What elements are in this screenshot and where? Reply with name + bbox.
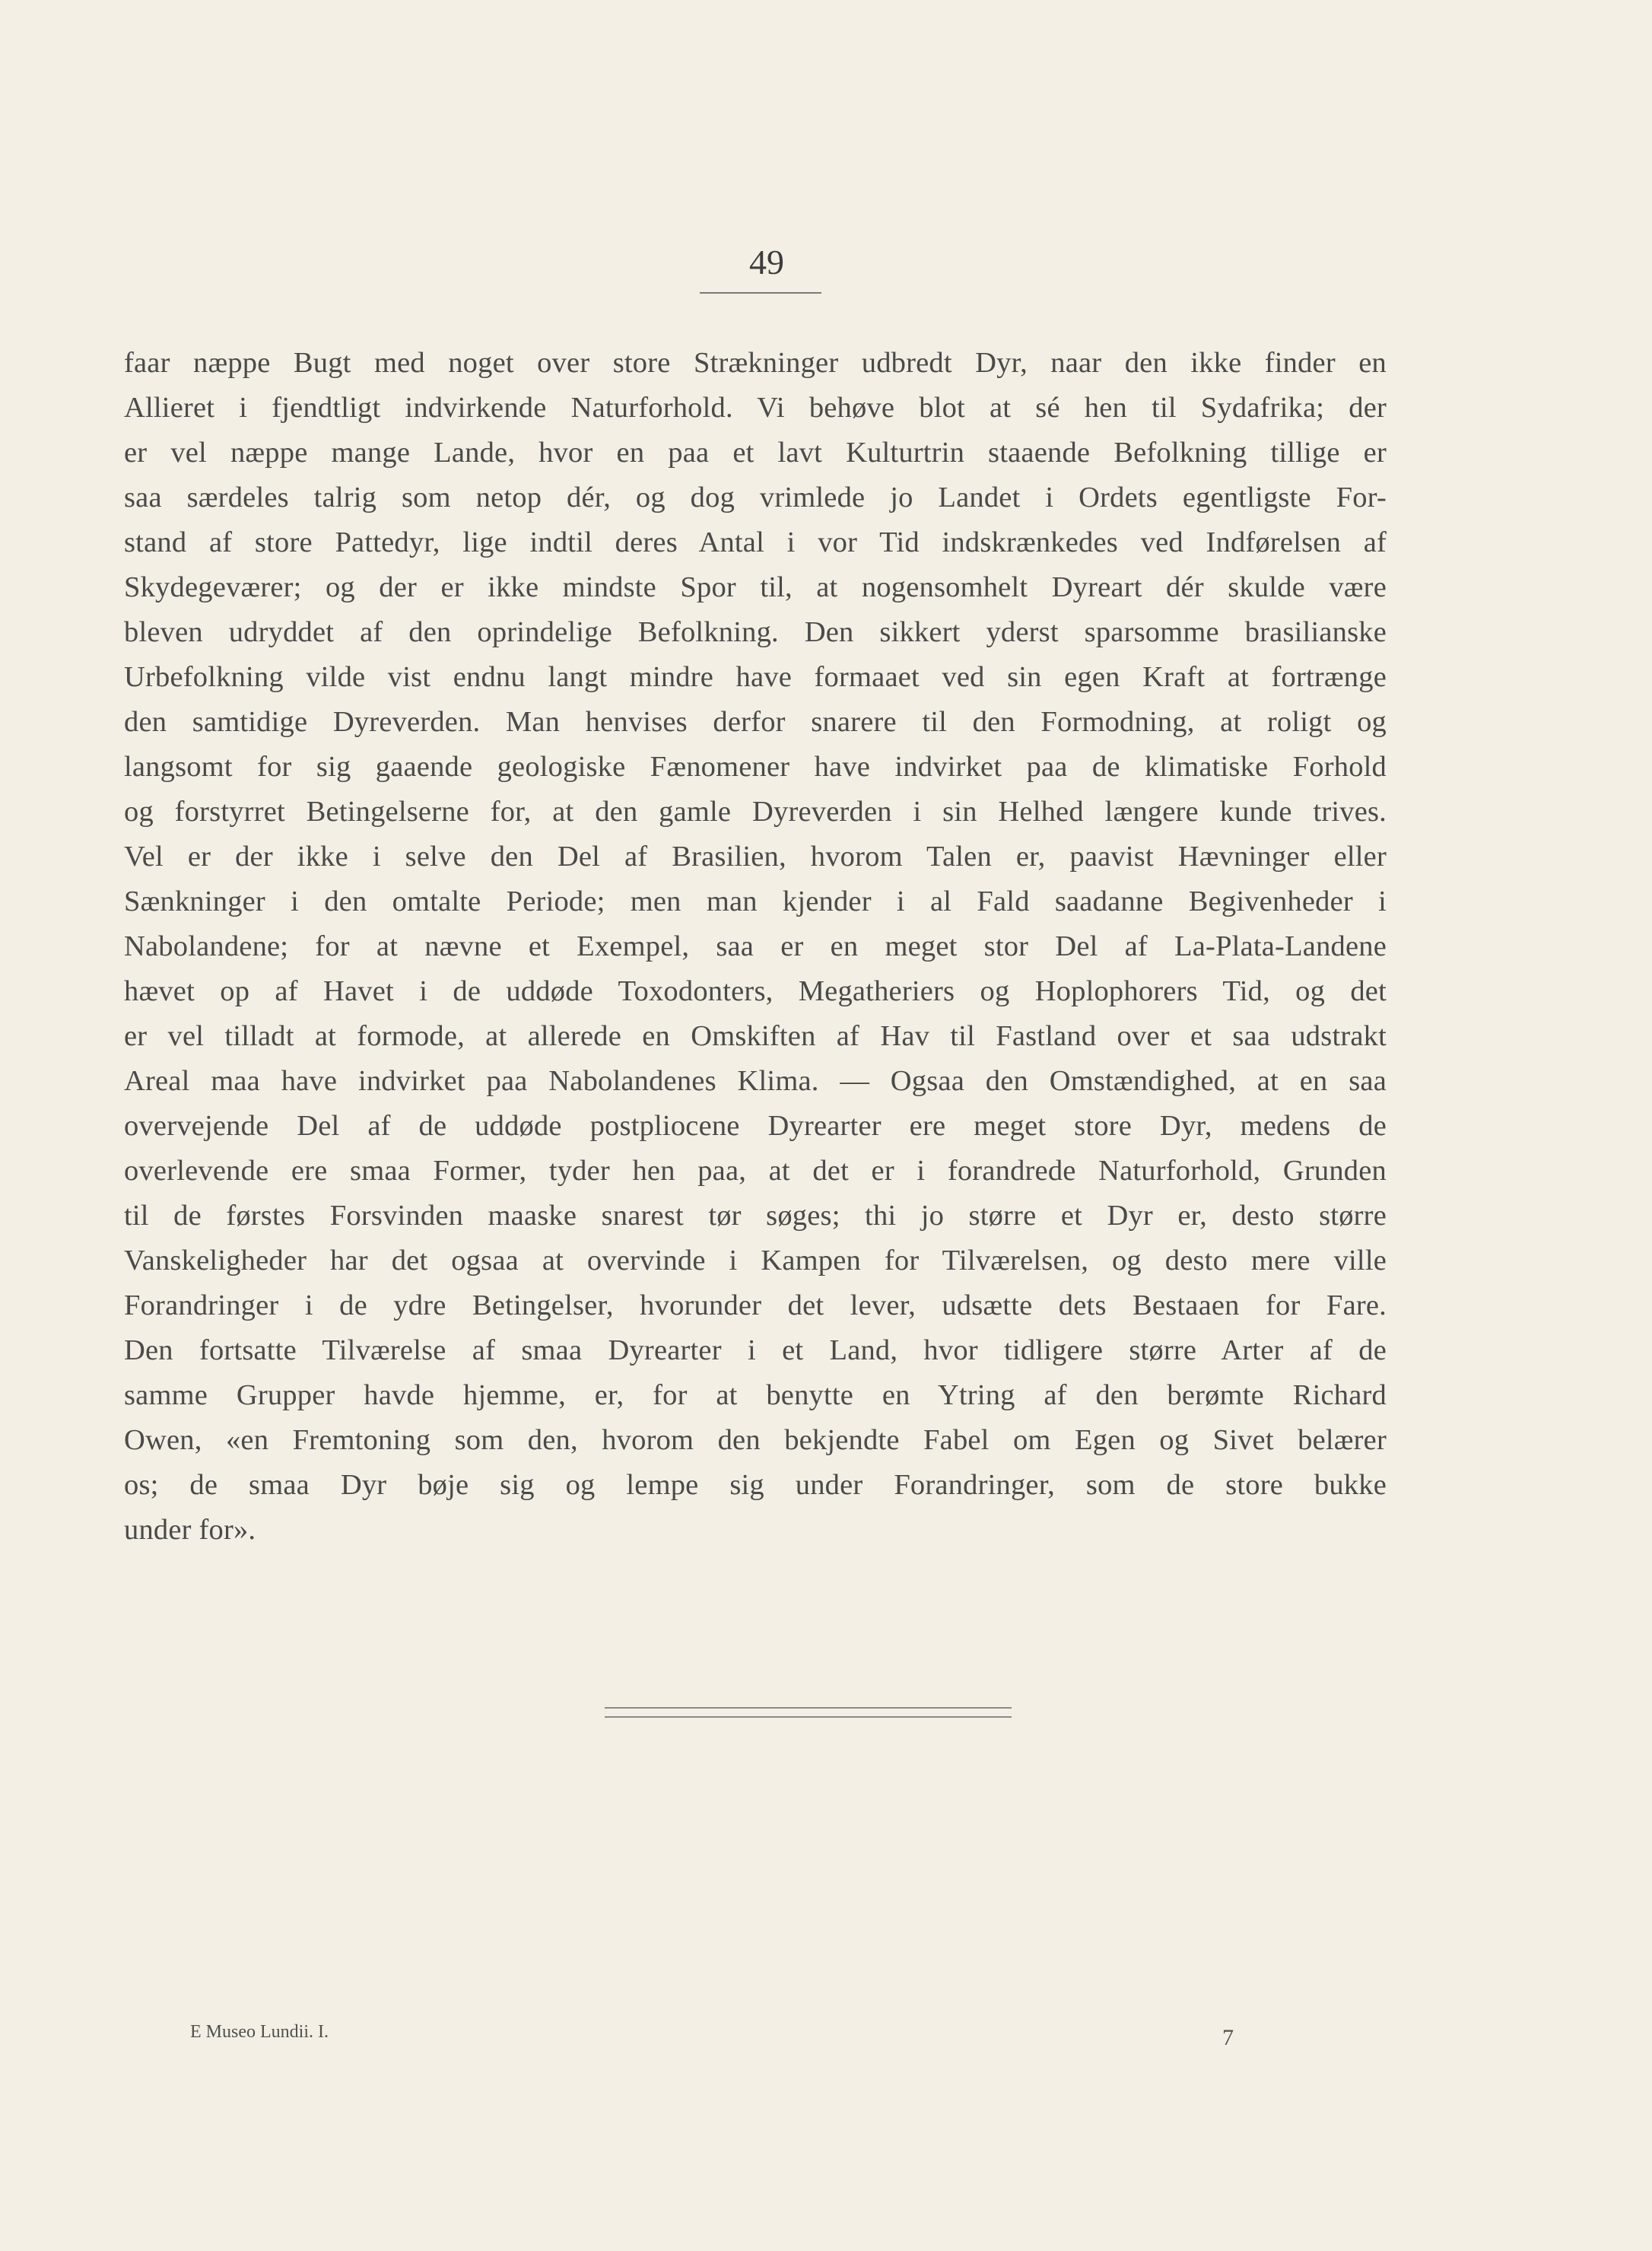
text-line: overvejende Del af de uddøde postpliocene Dyrearter ere meget store Dyr, medens de xyxy=(124,1110,1387,1142)
text-line: samme Grupper havde hjemme, er, for at benytte en Ytring af den berømte Richard xyxy=(124,1379,1387,1411)
text-line: Allieret i fjendtligt indvirkende Naturforhold. Vi behøve blot at sé hen til Sydafrika; der xyxy=(124,392,1387,424)
footer-signature: E Museo Lundii. I. xyxy=(190,2022,329,2042)
text-line: os; de smaa Dyr bøje sig og lempe sig under Forandringer, som de store bukke xyxy=(124,1469,1387,1501)
text-line: Nabolandene; for at nævne et Exempel, saa er en meget stor Del af La-Plata-Landene xyxy=(124,930,1387,962)
text-line: Sænkninger i den omtalte Periode; men man kjender i al Fald saadanne Begivenheder i xyxy=(124,885,1387,917)
section-end-double-rule xyxy=(605,1707,1012,1718)
text-line: er vel tilladt at formode, at allerede en Omskiften af Hav til Fastland over et saa udstrakt xyxy=(124,1020,1387,1052)
text-line: Vel er der ikke i selve den Del af Brasilien, hvorom Talen er, paavist Hævninger eller xyxy=(124,841,1387,873)
text-line: langsomt for sig gaaende geologiske Fænomener have indvirket paa de klimatiske Forhold xyxy=(124,751,1387,783)
text-line: hævet op af Havet i de uddøde Toxodonters, Megatheriers og Hoplophorers Tid, og det xyxy=(124,975,1387,1007)
text-line: Urbefolkning vilde vist endnu langt mindre have formaaet ved sin egen Kraft at fortrænge xyxy=(124,661,1387,693)
page-number-rule xyxy=(700,292,821,294)
text-line: Den fortsatte Tilværelse af smaa Dyrearter i et Land, hvor tidligere større Arter af de xyxy=(124,1334,1387,1366)
text-line: er vel næppe mange Lande, hvor en paa et lavt Kulturtrin staaende Befolkning tillige er xyxy=(124,437,1387,469)
text-line: Owen, «en Fremtoning som den, hvorom den bekjendte Fabel om Egen og Sivet belærer xyxy=(124,1424,1387,1456)
page-number: 49 xyxy=(749,243,784,281)
text-line: den samtidige Dyreverden. Man henvises derfor snarere til den Formodning, at roligt og xyxy=(124,706,1387,738)
text-line: bleven udryddet af den oprindelige Befolkning. Den sikkert yderst sparsomme brasilianske xyxy=(124,616,1387,648)
text-line: og forstyrret Betingelserne for, at den gamle Dyreverden i sin Helhed længere kunde trives. xyxy=(124,796,1387,828)
text-line: faar næppe Bugt med noget over store Strækninger udbredt Dyr, naar den ikke finder en xyxy=(124,347,1387,379)
text-line-last: under for». xyxy=(124,1514,256,1546)
text-line: til de førstes Forsvinden maaske snarest tør søges; thi jo større et Dyr er, desto større xyxy=(124,1200,1387,1232)
text-line: saa særdeles talrig som netop dér, og dog vrimlede jo Landet i Ordets egentligste For- xyxy=(124,482,1387,513)
body-text xyxy=(124,341,1387,1553)
text-line: Forandringer i de ydre Betingelser, hvorunder det lever, udsætte dets Bestaaen for Fare. xyxy=(124,1289,1387,1321)
footer-sheet-number: 7 xyxy=(1222,2025,1234,2050)
text-line: stand af store Pattedyr, lige indtil deres Antal i vor Tid indskrænkedes ved Indførelsen af xyxy=(124,526,1387,558)
text-line: Skydegeværer; og der er ikke mindste Spor til, at nogensomhelt Dyreart dér skulde være xyxy=(124,571,1387,603)
text-line: Vanskeligheder har det ogsaa at overvinde i Kampen for Tilværelsen, og desto mere ville xyxy=(124,1245,1387,1277)
text-line: overlevende ere smaa Former, tyder hen paa, at det er i forandrede Naturforhold, Grunden xyxy=(124,1155,1387,1187)
text-line: Areal maa have indvirket paa Nabolandenes Klima. — Ogsaa den Omstændighed, at en saa xyxy=(124,1065,1387,1097)
